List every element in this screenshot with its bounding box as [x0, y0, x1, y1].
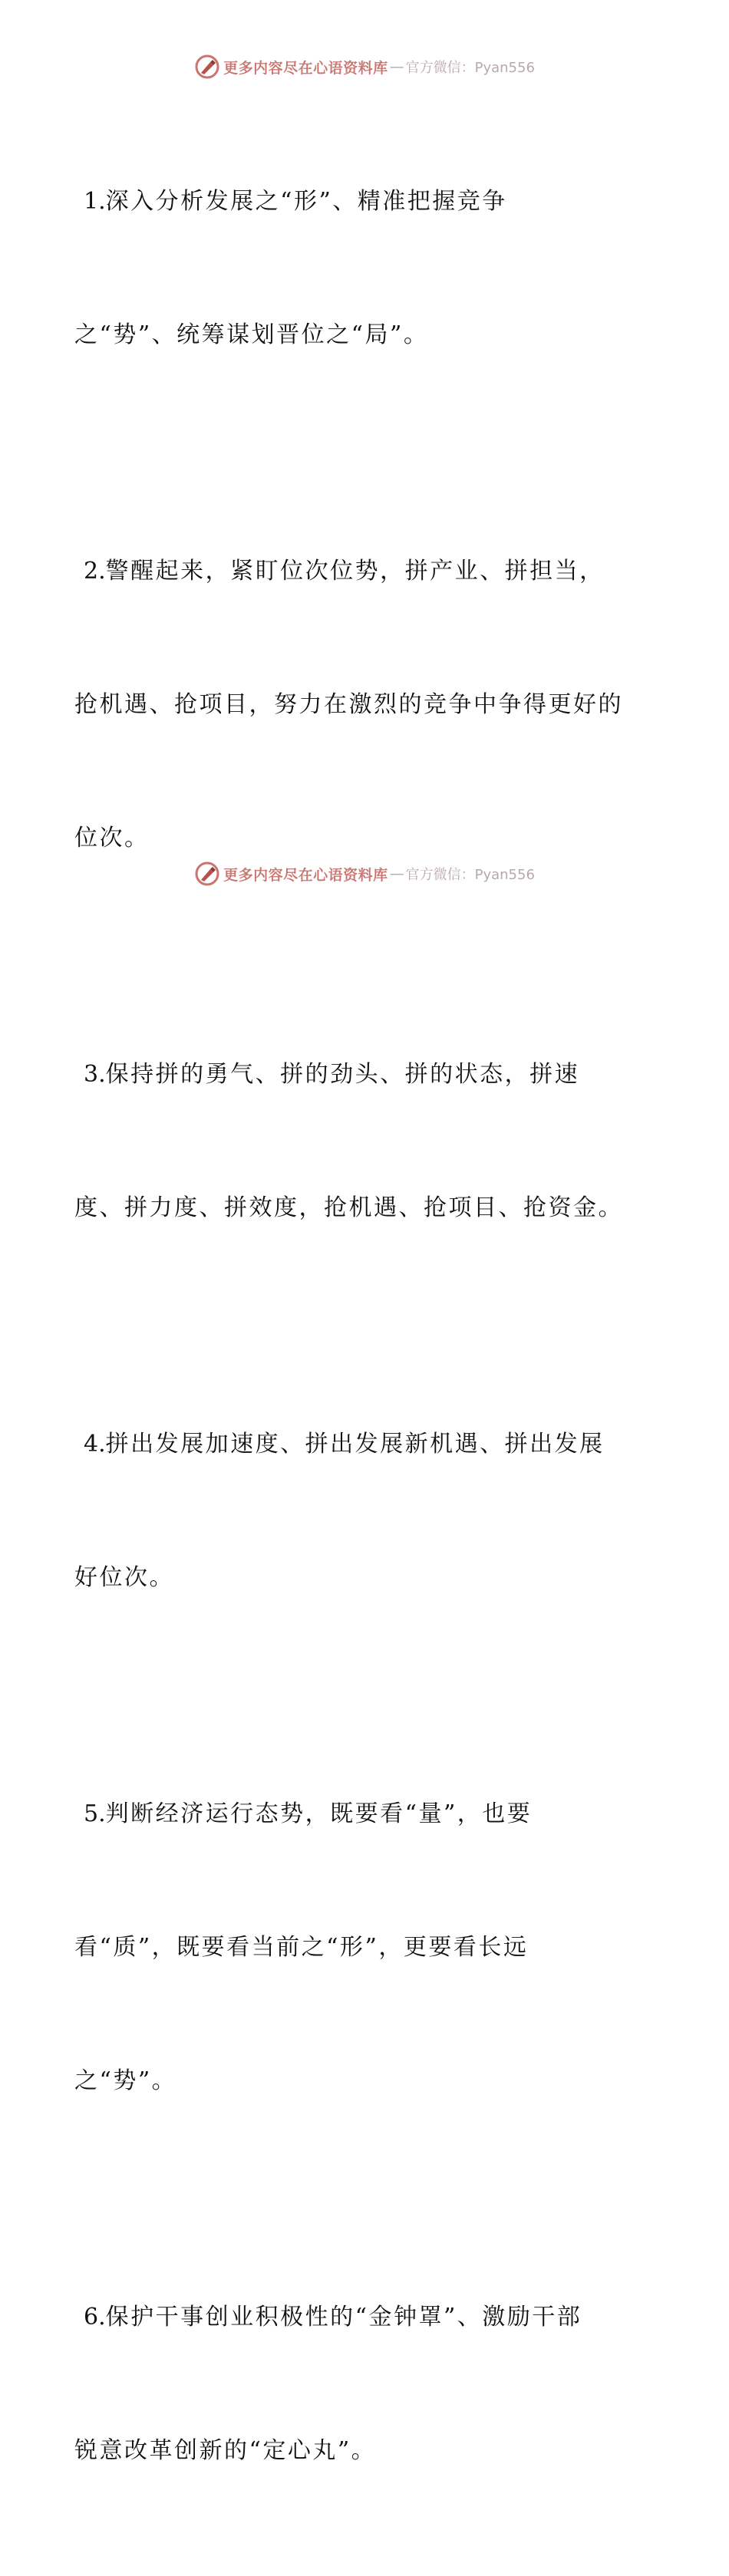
watermark-header: [0, 54, 729, 80]
pen-logo-icon: [194, 861, 220, 887]
paragraph-line: 看“质”，既要看当前之“形”，更要看长远: [74, 1934, 529, 1961]
watermark-sub-text: 官方微信：Pyan556: [405, 867, 535, 883]
watermark-main-text: 更多内容尽在心语资料库: [223, 59, 388, 77]
paragraph-line: [74, 2295, 658, 2340]
paragraph-line: 之“势”、统筹谋划晋位之“局”。: [74, 321, 429, 348]
paragraph-line: [74, 180, 658, 224]
document-body: [74, 91, 658, 2576]
paragraph-line: [74, 549, 658, 594]
watermark-separator: —: [389, 58, 404, 75]
paragraph-line: 抢机遇、抢项目，努力在激烈的竞争中争得更好的: [74, 691, 623, 718]
paragraph-5: [74, 1703, 658, 2192]
line-text: 警醒起来，紧盯位次位势，拼产业、拼担当，: [105, 558, 605, 585]
paragraph-line: 锐意改革创新的“定心丸”。: [74, 2437, 377, 2464]
paragraph-line: [74, 1052, 658, 1097]
paragraph-1: [74, 91, 658, 446]
paragraph-line: 位次。: [74, 825, 150, 852]
paragraph-3: [74, 964, 658, 1319]
watermark-footer: [0, 861, 729, 887]
line-text: 拼出发展加速度、拼出发展新机遇、拼出发展: [105, 1431, 605, 1458]
paragraph-line: [74, 1792, 658, 1836]
paragraph-line: 好位次。: [74, 1564, 174, 1591]
item-number: 6.: [84, 2304, 106, 2331]
line-text: 深入分析发展之“形”、精准把握竞争: [105, 188, 507, 215]
paragraph-6: [74, 2206, 658, 2562]
paragraph-4: [74, 1333, 658, 1689]
line-text: 判断经济运行态势，既要看“量”，也要: [105, 1800, 533, 1827]
item-number: 3.: [84, 1061, 106, 1088]
watermark-main-text: 更多内容尽在心语资料库: [223, 866, 388, 884]
watermark-sub-text: 官方微信：Pyan556: [405, 60, 535, 76]
paragraph-line: 之“势”。: [74, 2067, 177, 2094]
item-number: 2.: [84, 558, 106, 585]
paragraph-line: [74, 1422, 658, 1467]
item-number: 4.: [84, 1431, 106, 1458]
item-number: 1.: [84, 188, 106, 215]
line-text: 保持拼的勇气、拼的劲头、拼的状态，拼速: [105, 1061, 580, 1088]
line-text: 保护干事创业积极性的“金钟罩”、激励干部: [105, 2304, 582, 2331]
item-number: 5.: [84, 1800, 106, 1827]
pen-logo-icon: [194, 54, 220, 80]
paragraph-line: 度、拼力度、拼效度，抢机遇、抢项目、抢资金。: [74, 1194, 623, 1221]
watermark-separator: —: [389, 865, 404, 882]
